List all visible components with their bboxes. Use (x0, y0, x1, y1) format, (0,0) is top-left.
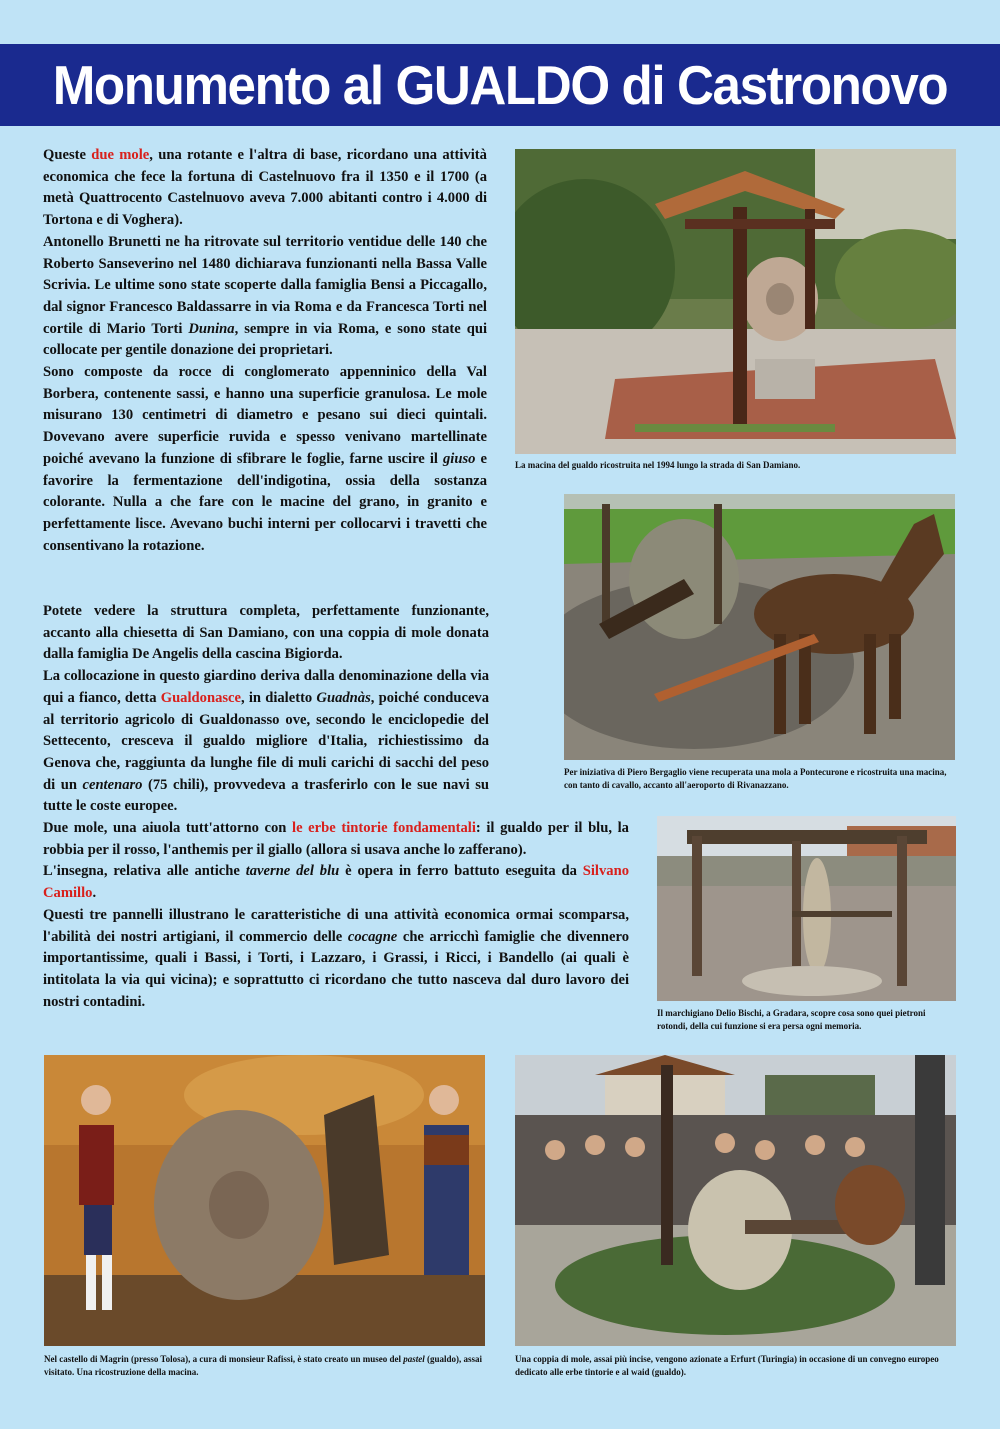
page-title: Monumento al GUALDO di Castronovo (52, 54, 948, 116)
paragraph-4: Potete vedere la struttura completa, perfettamente funzionante, accanto alla chiesetta di San Damiano, con una coppia di mole donata dalla famiglia De Angelis della cascina Bigiorda. (43, 603, 489, 663)
body-text-upper (43, 145, 487, 557)
highlight-gualdonasce: Gualdonasce (160, 689, 241, 706)
body-text-middle (43, 601, 489, 818)
highlight-silvano-camillo: Silvano Camillo (43, 863, 629, 902)
paragraph-8: Questi tre pannelli illustrano le caratteristiche di una attività economica ormai scomparsa, l'abilità dei nostri artigiani, il commercio delle cocagne che arricchì famiglie che divennero importantissime, quali i Bassi, i Torti, i Lazzaro, i Grassi, i Ricci, i Bandello (ai quali è intitolata la via qui vicina); e soprattutto ci ricordano che tutto nasceva dal duro lavoro dei nostri contadini. (43, 906, 630, 1010)
caption-photo-4: Nel castello di Magrin (presso Tolosa), a cura di monsieur Rafissi, è stato creato un museo del pastel (gualdo), assai visitato. Una ricostruzione della macina. (44, 1354, 483, 1377)
photo-erfurt (515, 1055, 956, 1346)
caption-photo-1: La macina del gualdo ricostruita nel 1994 lungo la strada di San Damiano. (515, 460, 801, 470)
paragraph-1: Queste due mole, una rotante e l'altra di base, ricordano una attività economica che fece la fortuna di Castelnuovo fra il 1350 e il 1700 (a metà Quattrocento Castelnuovo aveva 7.000 abitanti contro i 4.000 di Tortona e di Voghera). (43, 147, 487, 229)
paragraph-3: Sono composte da rocce di conglomerato appenninico della Val Borbera, contenente sassi, e hanno una superficie granulosa. Le mole misurano 130 centimetri di diametro e pesano sui dieci quintali. Dovevano avere superficie ruvida e spesso venivano martellinate poiché avevano la funzione di sfibrare le foglie, farne uscire il giuso e favorire la fermentazione dell'indigotina, ossia della sostanza colorante. Nulla a che fare con le macine del grano, in granito e perfettamente lisce. Avevano buchi interni per collocarvi i travetti che consentivano la rotazione. (43, 364, 487, 554)
body-text-lower (43, 818, 629, 1013)
paragraph-7: L'insegna, relativa alle antiche taverne del blu è opera in ferro battuto eseguita da Silvano Camillo. (43, 863, 629, 902)
highlight-due-mole: due mole (91, 147, 150, 163)
photo-museo-magrin (44, 1055, 485, 1346)
caption-photo-2: Per iniziativa di Piero Bergaglio viene recuperata una mola a Pontecurone e ricostruita una macina, con tanto di cavallo, accanto all'aeroporto di Rivanazzano. (564, 767, 947, 790)
caption-photo-3: Il marchigiano Delio Bischi, a Gradara, scopre cosa sono quei pietroni rotondi, della cui funzione si era persa ogni memoria. (657, 1008, 926, 1031)
paragraph-2: Antonello Brunetti ne ha ritrovate sul territorio ventidue delle 140 che Roberto Sanseverino nel 1480 dichiarava funzionanti nella Bassa Valle Scrivia. Le ultime sono state scoperte dalla famiglia Bensi a Piccagallo, dal signor Francesco Baldassarre in via Roma e da Francesca Torti nel cortile di Mario Torti Dunina, sempre in via Roma, e sono state qui collocate per gentile donazione dei proprietari. (43, 233, 487, 359)
photo-gradara (657, 816, 956, 1001)
highlight-erbe-tintorie: le erbe tintorie fondamentali (292, 820, 476, 836)
title-banner (0, 44, 1000, 126)
photo-cavallo-rivanazzano (564, 494, 955, 760)
photo-macina-san-damiano (515, 149, 956, 454)
caption-photo-5: Una coppia di mole, assai più incise, vengono azionate a Erfurt (Turingia) in occasione di un convegno europeo dedicato alle erbe tintorie e al waid (gualdo). (515, 1354, 939, 1377)
paragraph-6: Due mole, una aiuola tutt'attorno con le erbe tintorie fondamentali: il gualdo per il blu, la robbia per il rosso, l'anthemis per il giallo (allora si usava anche lo zafferano). (43, 820, 629, 858)
paragraph-5: La collocazione in questo giardino deriva dalla denominazione della via qui a fianco, detta Gualdonasce, in dialetto Guadnàs, poiché conduceva al territorio agricolo di Gualdonasso ove, secondo le enciclopedie del Settecento, cresceva il gualdo migliore d'Italia, richiestissimo da Genova che, raggiunta da lunghe file di muli carichi di sacchi del peso di un centenaro (75 chili), provvedeva a trasferirlo con le sue navi su tutte le coste europee. (43, 668, 490, 815)
